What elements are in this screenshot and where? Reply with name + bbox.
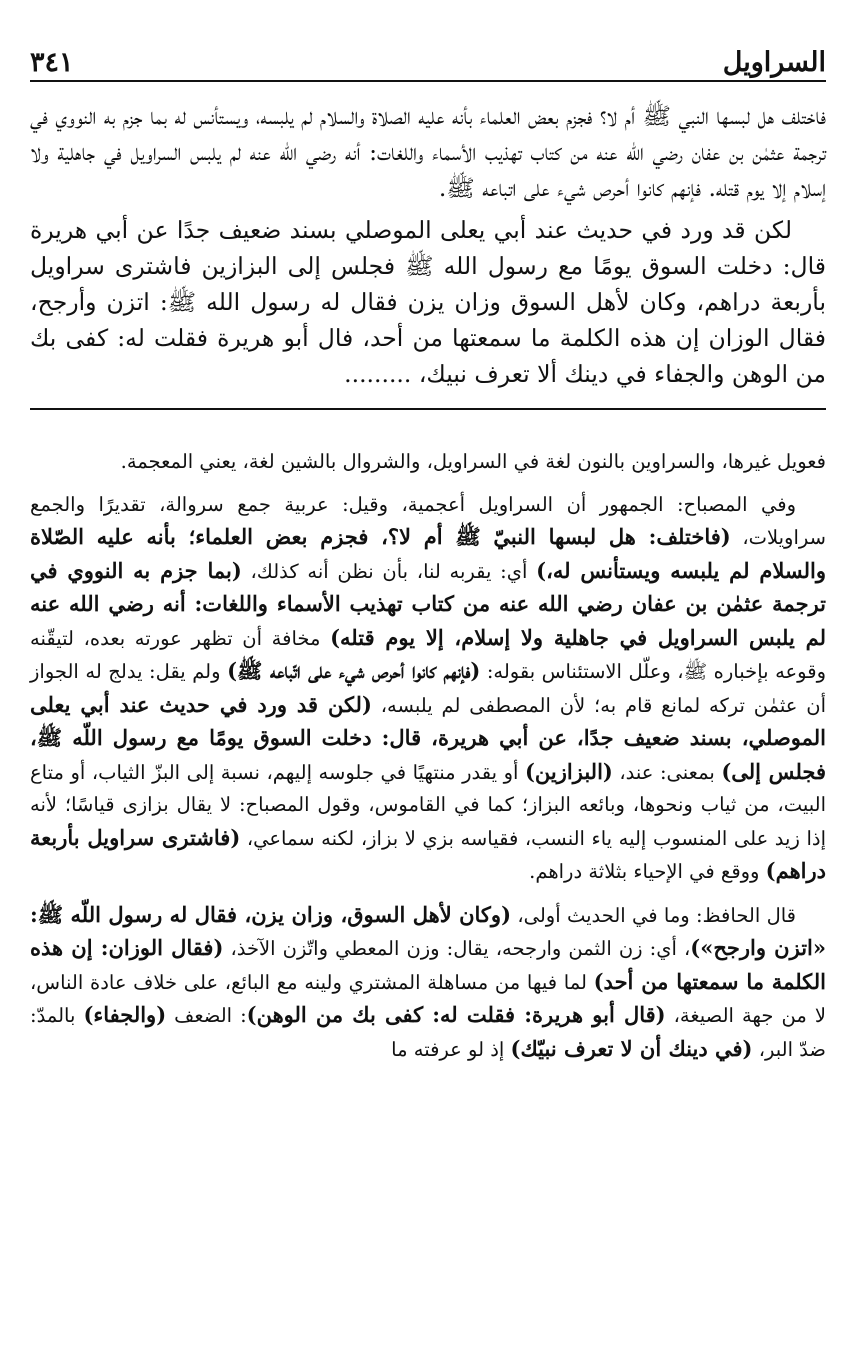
main-text (30, 98, 826, 392)
commentary-text: : الضعف (166, 1004, 247, 1027)
commentary-paragraph (30, 489, 826, 889)
commentary-text: ، أي: زن الثمن وارجحه، يقال: وزن المعطي واتّزن الآخذ، (223, 937, 691, 960)
quoted-text: (فإنهم كانوا أحرص شيء على اتّباعه ﷺ) (227, 658, 481, 683)
running-title: السراويل (722, 47, 826, 78)
quoted-text: (فاشترى سراويل بأربعة دراهم) (30, 824, 826, 883)
quoted-text: (فاختلف: هل لبسها النبيّ ﷺ أم لا؟، فجزم بعض العلماء؛ بأنه عليه الصّلاة والسلام لم يلبسه ويستأنس له،) (30, 524, 826, 583)
commentary-text: أو يقدر منتهيًا في جلوسه إليهم، نسبة إلى البزّ الثياب، أو متاع البيت، من ثياب ونحوها، وبائعه البزاز؛ كما في القاموس، وقول المصباح: لا يقال بزازى قياسًا؛ لأنه إذا زيد على المنسوب إليه ياء النسب، فقياسه بزي لا بزاز، لكنه سماعي، (30, 760, 826, 850)
quoted-text: (في دينك أن لا تعرف نبيّك) (510, 1035, 753, 1061)
commentary-text: قال الحافظ: وما في الحديث أولى، (511, 903, 796, 927)
commentary-text: إذ لو عرفته ما (391, 1037, 511, 1061)
quoted-text: (بما جزم به النووي في ترجمة عثمٰن بن عفان رضي الله عنه من كتاب تهذيب الأسماء واللغات: أنه رضي الله عنه لم يلبس السراويل في جاهلية ولا إسلام، إلا يوم قتله) (30, 557, 826, 650)
quoted-text: (البزازين) (525, 758, 613, 784)
commentary (30, 446, 826, 1066)
commentary-paragraph (30, 899, 826, 1067)
commentary-text: بالمدّ: ضدّ البر، (30, 1004, 826, 1061)
quoted-text: (والجفاء) (83, 1002, 167, 1027)
commentary-text: ووقع في الإحياء بثلاثة دراهم. (529, 860, 766, 883)
quoted-text: (قال أبو هريرة: فقلت له: كفى بك من الوهن) (246, 1002, 666, 1027)
commentary-text: أي: يقربه لنا، بأن نظن أنه كذلك، (241, 559, 537, 583)
commentary-text: وفي المصباح: الجمهور أن السراويل أعجمية، وقيل: عربية جمع سروالة، تقديرًا والجمع سراويلات، (30, 492, 826, 549)
commentary-text: ولم يقل: يدلج له الجواز أن عثمٰن تركه لمانع قام به؛ لأن المصطفى لم يلبسه، (30, 660, 826, 717)
commentary-paragraph: فعويل غيرها، والسراوين بالنون لغة في السراويل، والشروال بالشين لغة، يعني المعجمة. (120, 450, 826, 473)
page-header (30, 34, 826, 82)
quoted-text: (فقال الوزان: إن هذه الكلمة ما سمعتها من أحد) (30, 935, 826, 994)
quoted-text: (لكن قد ورد في حديث عند أبي يعلى الموصلي، بسند ضعيف جدًا، عن أبي هريرة، قال: دخلت السوق يومًا مع رسول اللّه ﷺ، فجلس إلى) (30, 691, 826, 784)
quoted-text: (وكان لأهل السوق، وزان يزن، فقال له رسول اللّه ﷺ: «اتزن وارجح») (30, 901, 826, 960)
footnote-separator (30, 408, 826, 410)
commentary-text: مخافة أن تظهر عورته بعده، لتيقّنه وقوعه بإخباره ﷺ، وعلّل الاستئناس بقوله: (30, 626, 826, 683)
main-paragraph: فاختلف هل لبسها النبي ﷺ أم لا؟ فجزم بعض العلماء بأنه عليه الصلاة والسلام لم يلبسه، ويستأنس له بما جزم به النووي في ترجمة عثمٰن بن عفان رضي الله عنه من كتاب تهذيب الأسماء واللغات: أنه رضي الله عنه لم يلبس السراويل في جاهلية ولا إسلام إلا يوم قتله. فإنهم كانوا أحرص شيء على اتباعه ﷺ. (30, 102, 826, 202)
commentary-text: بمعنى: عند، (612, 760, 722, 784)
commentary-text: لما فيها من مساهلة المشتري ولينه مع البائع، على خلاف عادة الناس، لا من جهة الصيغة، (30, 970, 826, 1027)
main-paragraph: لكن قد ورد في حديث عند أبي يعلى الموصلي بسند ضعيف جدًا عن أبي هريرة قال: دخلت السوق يومًا مع رسول الله ﷺ فجلس إلى البزازين فاشترى سراويل بأربعة دراهم، وكان لأهل السوق وزان يزن فقال له رسول الله ﷺ: اتزن وأرجح، فقال الوزان إن هذه الكلمة ما سمعتها من أحد، فال أبو هريرة فقلت له: كفى بك من الوهن والجفاء في دينك ألا تعرف نبيك، ......... (30, 216, 826, 388)
page-number: ٣٤١ (30, 47, 74, 78)
